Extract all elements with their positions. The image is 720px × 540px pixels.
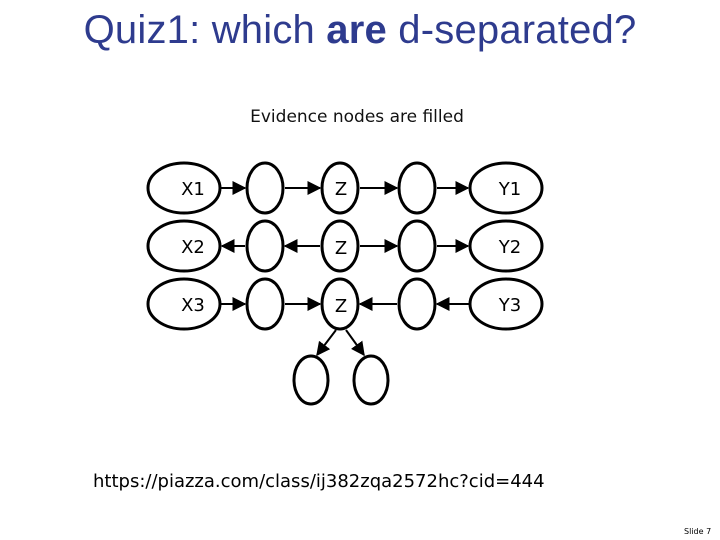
row-1 [148, 163, 542, 213]
slide-number: Slide 7 [684, 527, 712, 536]
node-y3-label: Y3 [498, 295, 522, 316]
node-row2-b [399, 221, 435, 271]
title-text-bold: are [326, 8, 387, 52]
node-y1-label: Y1 [498, 179, 522, 200]
node-row3-a [247, 279, 283, 329]
slide-subtitle: Evidence nodes are filled [250, 107, 464, 127]
node-row1-a [247, 163, 283, 213]
node-y2-label: Y2 [498, 237, 522, 258]
node-child-left [294, 356, 328, 404]
node-child-right [354, 356, 388, 404]
title-text-start: Quiz1: which [83, 8, 327, 52]
node-x2-label: X2 [181, 237, 205, 258]
node-z2-label: Z [334, 238, 348, 259]
node-row2-a [247, 221, 283, 271]
node-z1-label: Z [334, 179, 348, 200]
piazza-link[interactable]: https://piazza.com/class/ij382zqa2572hc?cid=444 [93, 471, 545, 492]
node-x3-label: X3 [181, 295, 205, 316]
title-text-end: d-separated? [386, 8, 637, 52]
node-row3-b [399, 279, 435, 329]
row-3 [148, 279, 542, 404]
node-z3-label: Z [334, 296, 348, 317]
node-row1-b [399, 163, 435, 213]
edge-z3-child-left [317, 330, 336, 355]
row-2 [148, 221, 542, 271]
edge-z3-child-right [346, 330, 364, 355]
node-x1-label: X1 [181, 179, 205, 200]
